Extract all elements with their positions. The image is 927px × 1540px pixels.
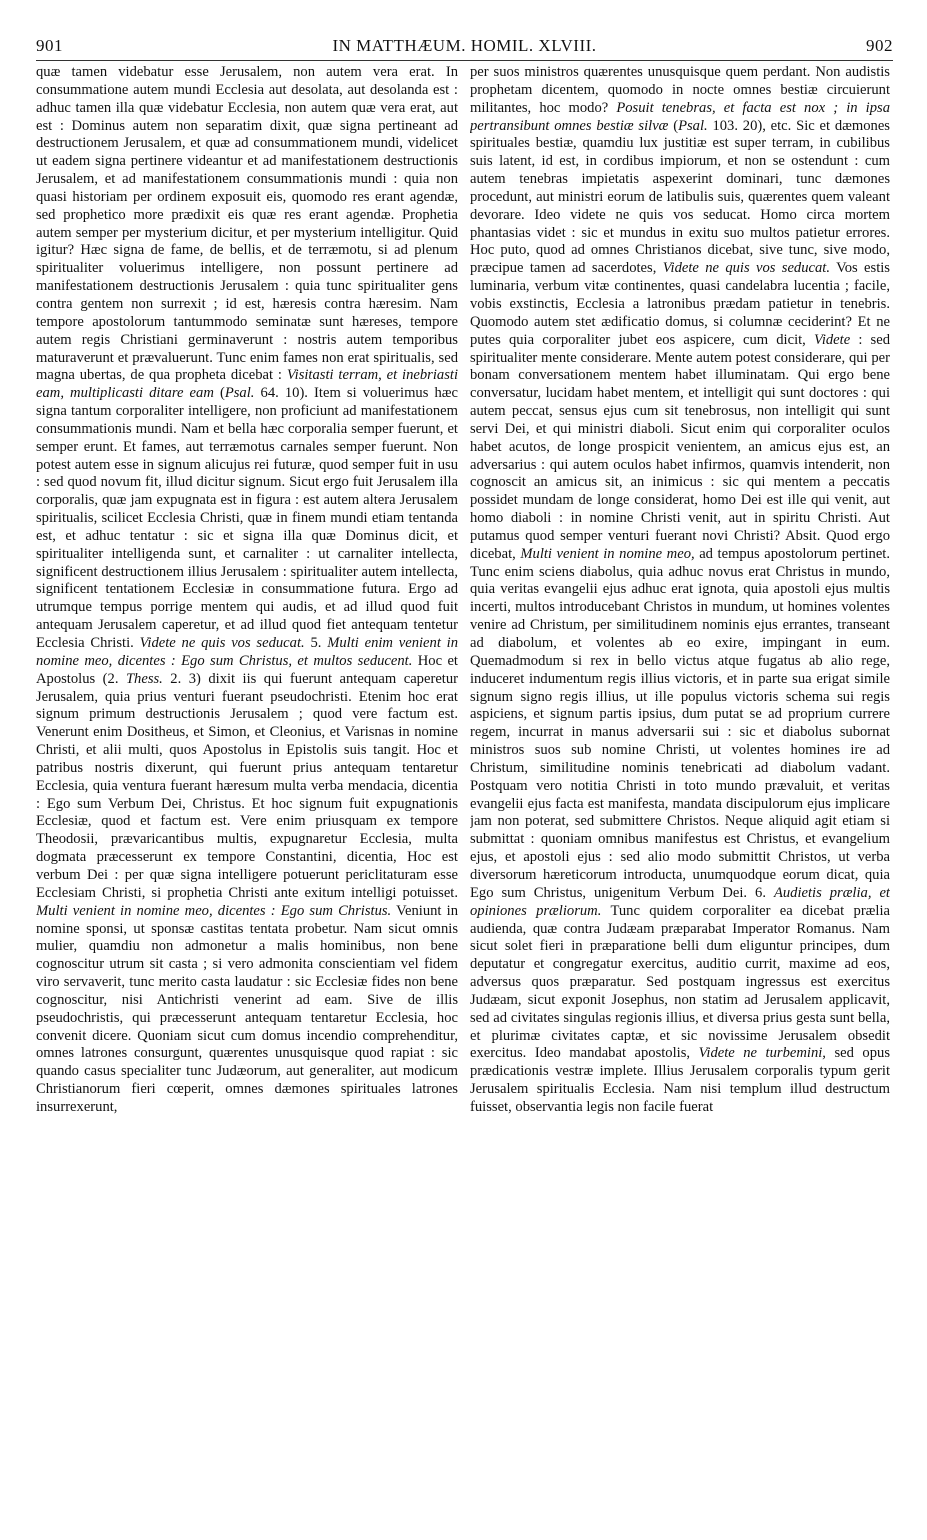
page-number-left: 901 bbox=[36, 36, 63, 55]
text-segment: quæ tamen videbatur esse Jerusalem, non autem vera erat. In consummatione autem mundi Ecclesia aut desolata, aut desolanda est : adhuc tamen illa quæ videbatur Ecclesia, non autem quæ vera erat, aut est : Dominus autem non separatim dixit, quæ signa pertineant ad destructionem Jerusalem, et quæ ad consummationem mundi, videlicet ut eadem signa pertinere videantur et ad manifestationem destructionis Jerusalem, et ad manifestationem consummationis mundi : quia non quasi historiam per ordinem exposuit eis, quomodo res erant agendæ, sed prophetico more prædixit eis quæ res erant agendæ. Prophetia autem semper per mysterium dicitur, et per mysterium intelligitur. Quid igitur? Hæc signa de fame, de bellis, et de terræmotu, si ad plenum spiritualiter voluerimus intelligere, non possunt pertinere ad manifestationem destructionis Jerusalem : quia tunc spiritualiter gens contra gentem non surrexit ; id est, hæresis contra hæresim. Nam tempore apostolorum tantummodo seminatæ sunt hæreses, tempore autem regis Christiani germinaverunt : nostris autem temporibus maturaverunt et prævaluerunt. Tunc enim fames non erat spiritualis, sed magna ubertas, de qua propheta dicebat : bbox=[36, 64, 458, 384]
text-segment: Hoc et Apostolus (2. bbox=[36, 652, 458, 687]
italic-segment: Psal. bbox=[224, 385, 255, 402]
text-segment: 2. 3) dixit iis qui fuerunt antequam caperetur Jerusalem, quia prius venturi fuerant pseudochristi. Etenim hoc erat signum primum destructionis Jerusalem ; quod vere factum est. Venerunt enim Dositheus, et Simon, et Cleonius, et Varisnas in nomine Christi, et alii multi, quos Apostolus in Epistolis suis tangit. Hoc et patribus nostris dixerunt, qui fuerunt prius antequam tentaretur Ecclesia, quia ventura fuerant hæresum multa verba mendacia, dicentia : Ego sum Verbum Dei, Christus. Et hoc signum fuit expugnationis Ecclesiæ, quod et factum est. Vere enim priusquam ex tempore Theodosii, prævaricantibus multis, expugnaretur Ecclesia, multa dogmata præcesserunt ex tempore Constantini, dicentia, Hoc est verbum Dei : per quæ signa intelligere potuerunt periclitaturam esse Ecclesiam Christi, si prophetia Christi ante exitum intelligi potuisset. bbox=[36, 670, 458, 901]
text-segment: ( bbox=[213, 385, 225, 402]
header-rule bbox=[36, 60, 893, 61]
italic-segment: Posuit tenebras, et facta est nox ; in ipsa pertransibunt omnes bestiæ silvæ bbox=[470, 99, 890, 134]
italic-segment: Thess. bbox=[125, 670, 163, 687]
text-segment: ad tempus apostolorum pertinet. Tunc enim sciens diabolus, quia adhuc novus erat Christus in mundo, quia veritas evangelii ejus adhuc erat ignota, quia apostoli ejus multis incerti, multos introducebant Christos in mundum, ut homines volentes venire ad Christum, per similitudinem nominis ejus errantes, transeant ad diabolum, et volentes ab eo exire, impingant in eum. Quemadmodum si rex in bello victus atque fugatus ab alio rege, induceret indumentum regis illius victoris, et in parte sua erigat simile signum signo regis illius, ut ille populus victoris schema sui regis aspiciens, et signum partis ipsius, dum putat se ad proprium currere regem, incurrat in manus adversarii sui : sic et diabolus subornat ministros suos sub nomine Christi, ut volentes homines ire ad Christum, similitudine nominis tenebricati ad diabolum vadant. Postquam vero notitia Christi in toto mundo prævaluit, et veritas evangelii ejus facta est manifesta, mandata discipulorum ejus implicare jam non poterat, sed submittere Christos. Neque aliquid agit etiam si submittat : quoniam omnibus manifestus est Christus, et evangelium ejus, et apostoli ejus : sed alio modo submittit Christos, ut verba diversorum hæreticorum introducta, unumquodque eorum dicat, quia Ego sum Christus, unigenitum Verbum Dei. 6. bbox=[470, 545, 890, 901]
italic-segment: Videte ne quis vos seducat. bbox=[662, 260, 830, 277]
running-header bbox=[36, 36, 893, 60]
text-segment: sed opus prædicationis vestræ implete. Illius Jerusalem corporalis typum gerit Jerusalem spiritualis Ecclesia. Nam nisi templum illud destructum fuisset, observantia legis non facile fuerat bbox=[470, 1045, 890, 1115]
text-segment: Tunc quidem corporaliter ea dicebat prælia audienda, quæ contra Judæam præparabat Imperator Romanus. Nam sicut solet fieri in præparatione belli dum eliguntur principes, dum deputatur et congregatur exercitus, auditio currit, maxime ad eos, adversus quos præparatur. Sed postquam ingressus est exercitus Judæam, sicut exponit Josephus, non statim ad Jerusalem applicavit, sed ad civitates singulas regionis illius, et diversa prius gesta sunt bella, et plurimæ civitates captæ, et sic novissime Jerusalem obsedit exercitus. Ideo mandabat apostolis, bbox=[470, 902, 890, 1062]
italic-segment: Visitasti terram, et inebriasti eam, multiplicasti ditare eam bbox=[36, 367, 458, 402]
right-column-text bbox=[470, 64, 890, 1117]
italic-segment: Audietis prælia, et opiniones præliorum. bbox=[470, 884, 890, 919]
italic-segment: Multi venient in nomine meo, bbox=[520, 545, 695, 562]
left-column-text bbox=[36, 64, 458, 1117]
text-segment: 64. 10). Item si voluerimus hæc signa tantum corporaliter intelligere, non proficiunt ad manifestationem consummationis mundi. Nam et bella hæc corporalia semper fuerunt, et semper erunt. Et fames, aut terræmotus carnales semper fuerunt. Non potest autem esse in signum alicujus rei futuræ, quod semper fuit in usu : sed quod novum fit, illud dicitur signum. Sicut ergo fuit Jerusalem illa corporalis, quæ jam expugnata est in figura : est autem altera Jerusalem spiritualis, scilicet Ecclesia Christi, quæ in finem mundi etiam tentanda est, et adhuc tentatur : sic et signa illa quæ Dominus dicit, et spiritualiter intelligenda sunt, et carnaliter : ut carnaliter intellecta, significent destructionem illius Jerusalem : spiritualiter autem intellecta, significent tentationem Ecclesiæ in consummatione futura. Ergo ad utrumque tempus porrige mentem qui audis, et ad illud quod fuit antequam Jerusalem caperetur, et ad illud quod fiet antequam tentetur Ecclesia Christi. bbox=[36, 385, 458, 651]
right-column bbox=[470, 64, 890, 1524]
italic-segment: Psal. bbox=[678, 117, 708, 134]
text-segment: Veniunt in nomine sponsi, ut sponsæ castitas tentata probetur. Nam sicut omnis mulier, quamdiu non admonetur a malis hominibus, non bene cognoscitur utrum sit casta ; si vero admonita conscientiam vel fidem viro servaverit, tunc merito casta laudatur : sic Ecclesiæ fides non bene cognoscitur, nisi Antichristi venerint ad eam. Sive de illis pseudochristis, qui præcesserunt antequam tentaretur Ecclesia, hoc convenit dicere. Quoniam sicut cum domus incendio comprehenditur, omnes latrones consurgunt, quærentes unusquisque quod rapiat : sic quando casus specialiter tunc Judæorum, aut generaliter, aut modicum Christianorum fieri cœperit, omnes dæmones spirituales latrones insurrexerunt, bbox=[36, 902, 458, 1115]
text-segment: 5. bbox=[304, 635, 328, 651]
italic-segment: Multi enim venient in nomine meo, dicentes : Ego sum Christus, et multos seducent. bbox=[36, 635, 458, 669]
text-segment: 103. 20), etc. Sic et dæmones spirituales bestiæ, quamdiu lux justitiæ est super terram, in cubilibus suis latent, id est, in cordibus impiorum, et non se ostendunt : cum autem tenebras impietatis aspexerint dominari, tunc dæmones procedunt, aut ministri eorum de latibulis suis, quærentes quem valeant devorare. Ideo videte ne quis vos seducat. Homo circa mortem phantasias videt : sic et mundus in exitu suo multos patietur errores. Hoc puto, quod ad omnes Christianos dicebat, sive tunc, sive modo, præcipue tamen ad sacerdotes, bbox=[470, 117, 890, 277]
page-number-right: 902 bbox=[866, 36, 893, 55]
italic-segment: Videte ne turbemini, bbox=[698, 1045, 826, 1062]
text-segment: : sed spiritualiter mente considerare. Mente autem potest considerare, qui per bonam conversationem mentem habet illuminatam. Qui ergo bene conversatur, lucidam habet mentem, et intelligit qui sunt doctores : qui autem peccat, sensus ejus cum sit tenebrosus, non intelligit qui sunt servi Dei, et qui ministri diaboli. Sicut enim qui corporaliter oculos habet acutos, de longe prospicit venientem, an amicus ejus est, an adversarius : qui autem oculos habet infirmos, quamvis intenderit, non cognoscit an amicus sit, an inimicus : sic qui mentem a peccatis possidet mundam de longe considerat, homo Dei est ille qui venit, aut homo diaboli : in nomine Christi venit, aut in spiritu Christi. Aut putamus quod semper venturi fuerant novi Christi? Absit. Quod ergo dicebat, bbox=[470, 331, 890, 562]
text-segment: per suos ministros quærentes unusquisque quem perdant. Non audistis prophetam dicentem, quomodo in nocte omnes bestiæ circuierunt militantes, hoc modo? bbox=[470, 64, 890, 116]
running-title: IN MATTHÆUM. HOMIL. XLVIII. bbox=[332, 36, 597, 55]
italic-segment: Videte ne quis vos seducat. bbox=[139, 635, 305, 651]
italic-segment: Multi venient in nomine meo, dicentes : Ego sum Christus. bbox=[36, 902, 392, 919]
left-column bbox=[36, 64, 458, 1524]
text-segment: ( bbox=[668, 117, 679, 134]
text-segment: Vos estis luminaria, verbum vitæ continentes, quasi candelabra lucentia ; facile, vobis exstinctis, Ecclesia a latronibus prædam patietur in tenebris. Quomodo autem stet ædificatio domus, si columnæ ceciderint? Et ne putes quia corporaliter jubet eos aspicere, cum dicit, bbox=[470, 260, 890, 348]
italic-segment: Videte bbox=[813, 331, 851, 348]
